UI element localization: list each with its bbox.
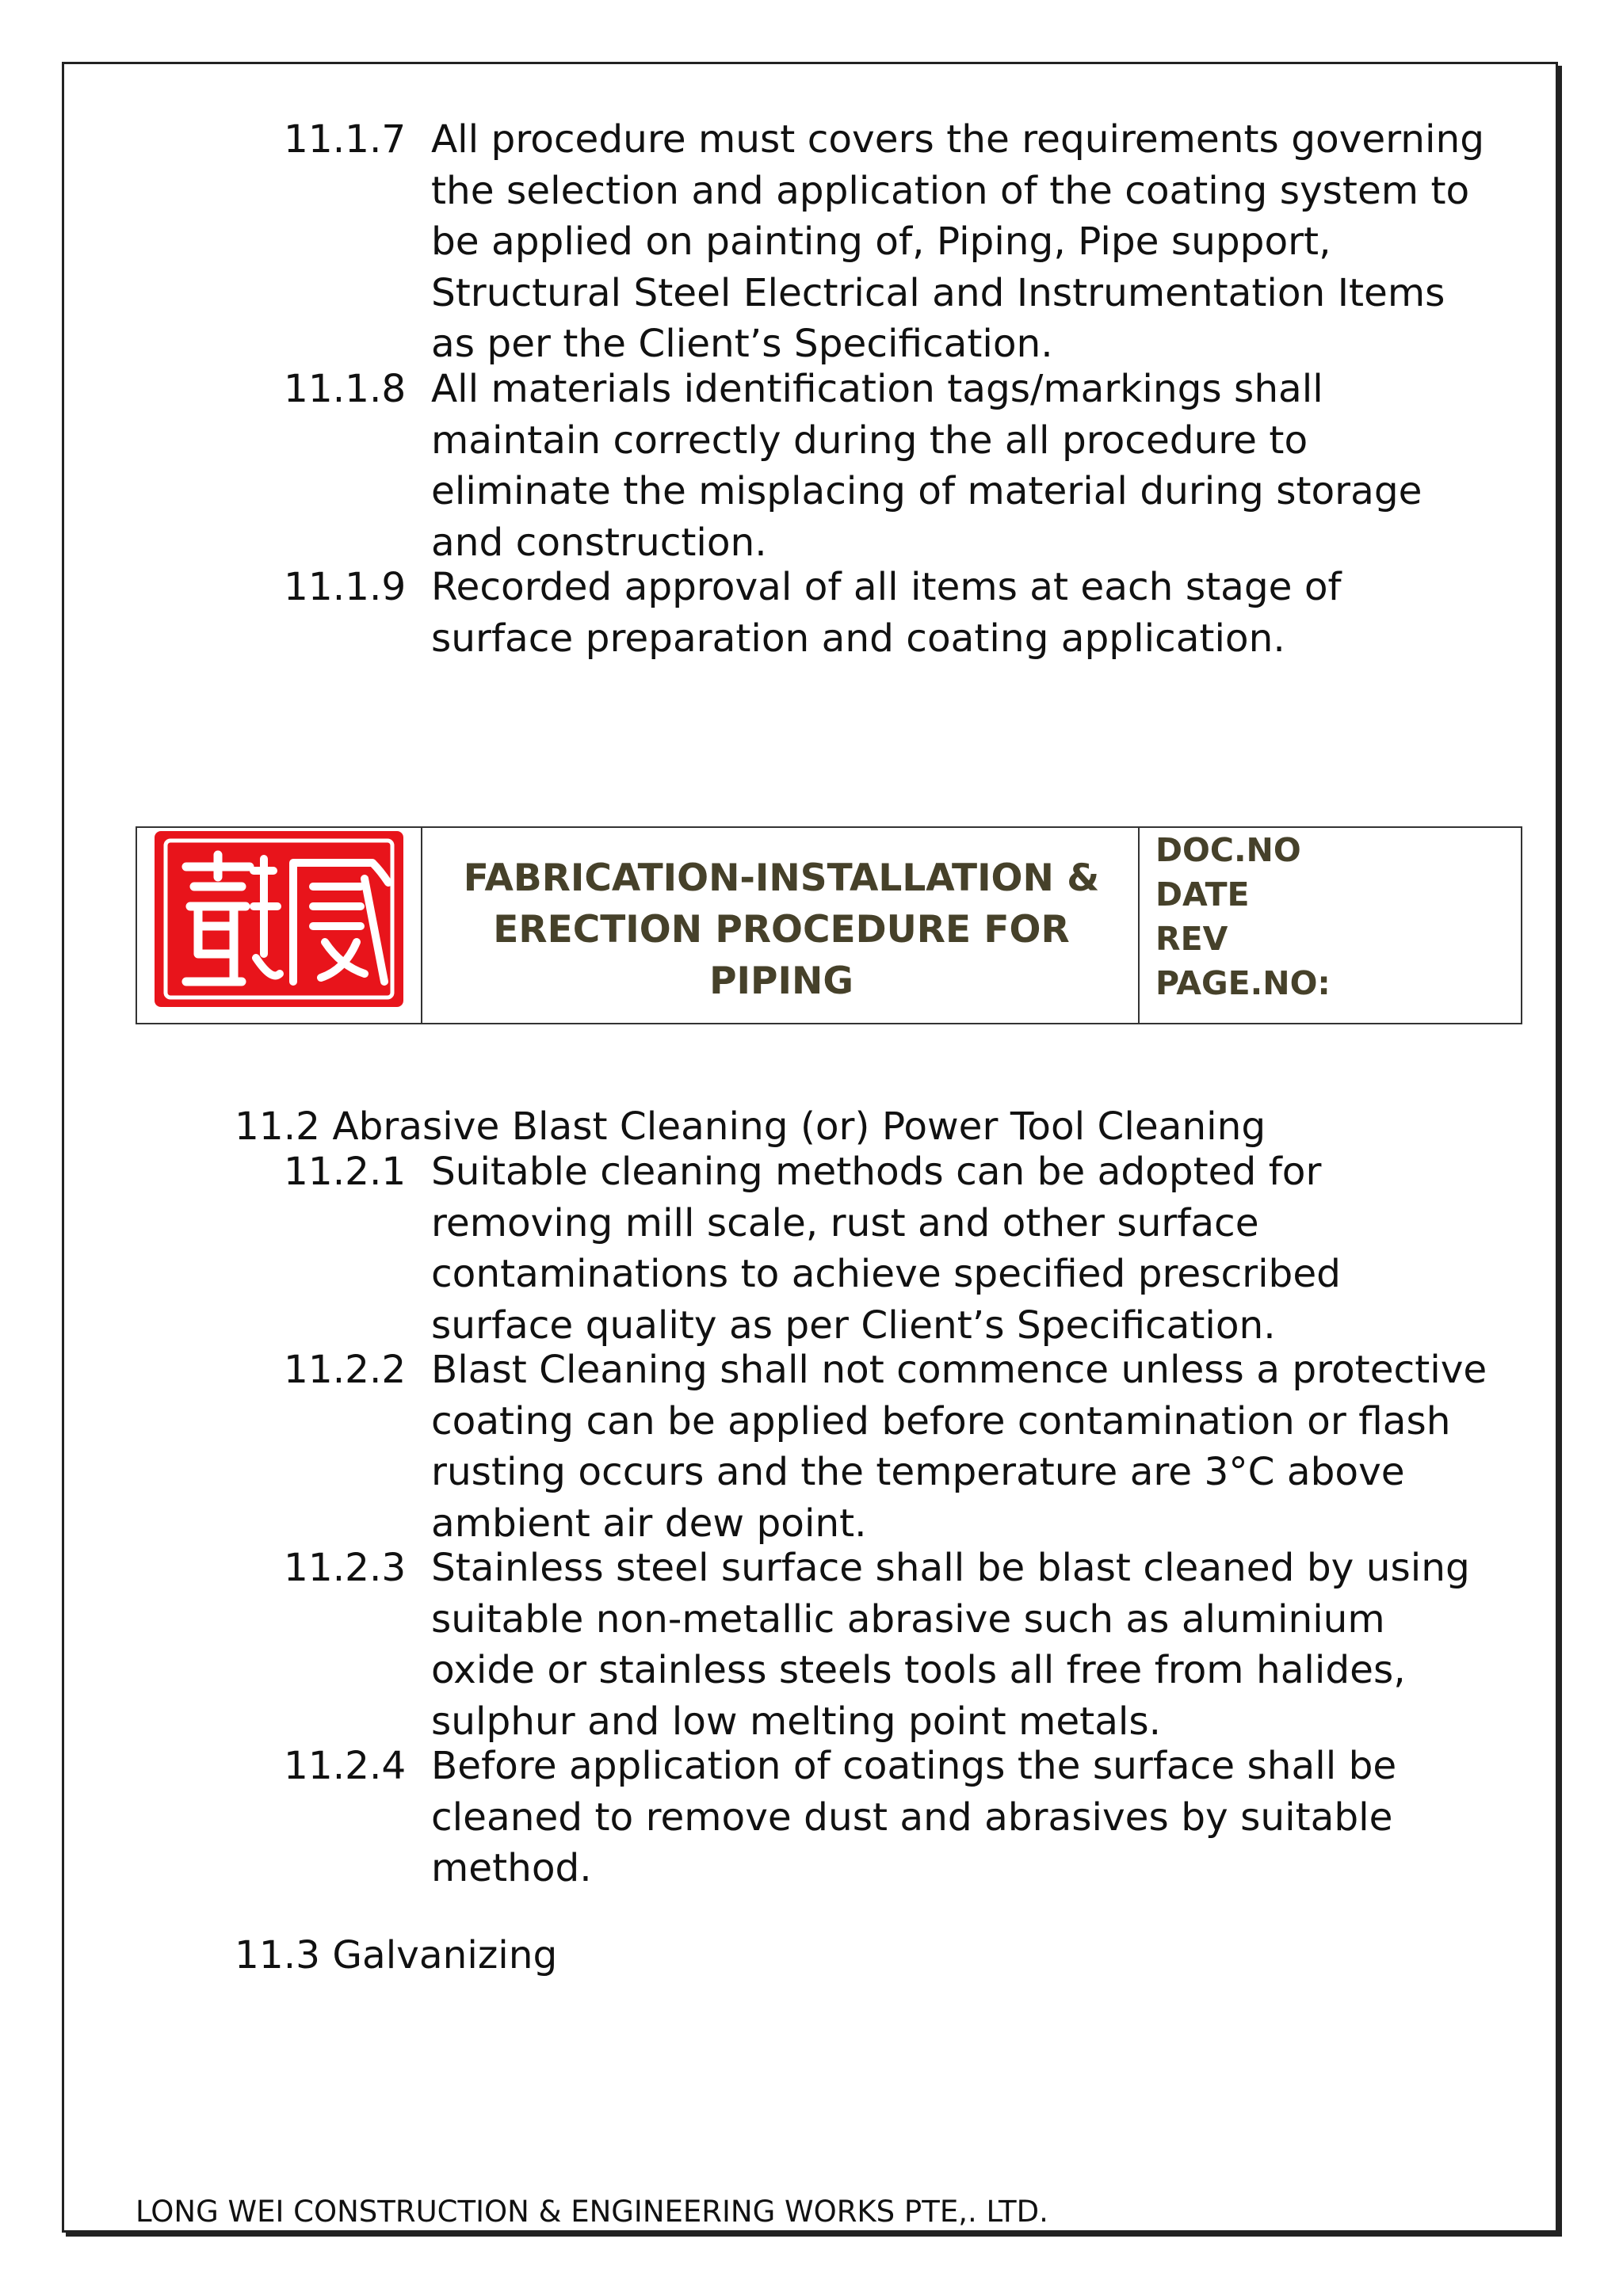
document-title-cell xyxy=(424,828,1139,1023)
item-text: All procedure must covers the requirements governing the selection and application of the coating system to be applied on painting of, Piping, Pipe support, Structural Steel Electrical and Instrumentation Items as per the Client’s Specification. xyxy=(431,117,1485,366)
item-number: 11.1.9 xyxy=(284,565,407,609)
item-number: 11.1.8 xyxy=(284,367,407,411)
item-text: Recorded approval of all items at each stage of surface preparation and coating application. xyxy=(431,565,1342,661)
item-number: 11.2.3 xyxy=(284,1546,407,1590)
document-header-table xyxy=(136,826,1522,1024)
item-number: 11.1.7 xyxy=(284,117,407,162)
item-text: Suitable cleaning methods can be adopted for removing mill scale, rust and other surface contaminations to achieve specified prescribed surface quality as per Client’s Specification. xyxy=(431,1150,1341,1348)
date-label: DATE xyxy=(1155,875,1250,913)
section-heading-11-2: 11.2 Abrasive Blast Cleaning (or) Power Tool Cleaning xyxy=(235,1104,1266,1149)
item-number: 11.2.4 xyxy=(284,1744,407,1788)
rev-label: REV xyxy=(1155,920,1228,958)
doc-no-label: DOC.NO xyxy=(1155,831,1301,869)
long-wei-seal-logo-icon xyxy=(155,831,403,1007)
item-text: Before application of coatings the surface shall be cleaned to remove dust and abrasives by suitable method. xyxy=(431,1744,1397,1890)
document-title: FABRICATION-INSTALLATION & ERECTION PROCEDURE FOR PIPING xyxy=(463,856,1100,1003)
cell-divider xyxy=(421,828,422,1023)
item-text: Blast Cleaning shall not commence unless a protective coating can be applied before contamination or flash rusting occurs and the temperature are 3°C above ambient air dew point. xyxy=(431,1348,1487,1546)
item-number: 11.2.1 xyxy=(284,1150,407,1194)
page-no-label: PAGE.NO: xyxy=(1155,964,1331,1002)
document-meta xyxy=(1155,828,1331,1005)
item-text: Stainless steel surface shall be blast cleaned by using suitable non-metallic abrasive such as aluminium oxide or stainless steels tools all free from halides, sulphur and low melting point metals. xyxy=(431,1546,1470,1744)
cell-divider xyxy=(1138,828,1140,1023)
section-heading-11-3: 11.3 Galvanizing xyxy=(235,1933,558,1978)
item-text: All materials identification tags/markings shall maintain correctly during the all procedure to eliminate the misplacing of material during storage and construction. xyxy=(431,367,1423,565)
footer-company-name: LONG WEI CONSTRUCTION & ENGINEERING WORKS PTE,. LTD. xyxy=(136,2195,1048,2229)
item-number: 11.2.2 xyxy=(284,1348,407,1392)
